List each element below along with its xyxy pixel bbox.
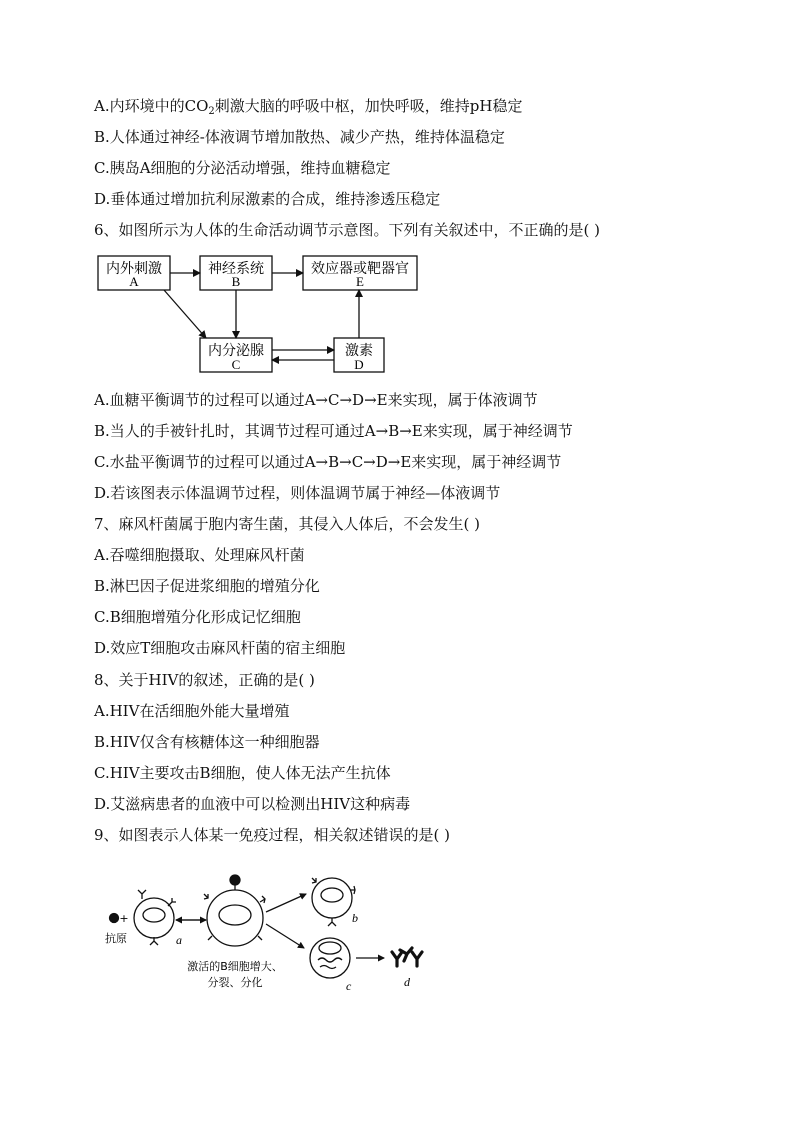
letter-c: c	[346, 979, 352, 993]
q8-option-a: A.HIV在活细胞外能大量增殖	[94, 702, 290, 720]
q7-stem: 7、麻风杆菌属于胞内寄生菌，其侵入人体后，不会发生( )	[94, 515, 481, 533]
q7-option-b: B.淋巴因子促进浆细胞的增殖分化	[94, 577, 320, 595]
q8-option-d: D.艾滋病患者的血液中可以检测出HIV这种病毒	[94, 795, 411, 813]
cell-c	[310, 938, 350, 978]
q6-option-c: C.水盐平衡调节的过程可以通过A→B→C→D→E来实现，属于神经调节	[94, 453, 562, 471]
q7-option-d: D.效应T细胞攻击麻风杆菌的宿主细胞	[94, 639, 346, 657]
q5-option-d: D.垂体通过增加抗利尿激素的合成，维持渗透压稳定	[94, 190, 441, 208]
cell-b	[312, 878, 352, 918]
cell-b-nucleus	[321, 888, 343, 902]
letter-d: D	[354, 357, 364, 372]
cell-a-receptor-top	[138, 890, 146, 899]
q8-option-c: C.HIV主要攻击B细胞，使人体无法产生抗体	[94, 764, 391, 782]
letter-d: d	[404, 975, 410, 989]
antibodies	[392, 948, 422, 966]
cell-b-receptor-bottom	[328, 918, 336, 926]
q5-option-a-text: A.内环境中的CO	[94, 97, 209, 115]
q6-option-a: A.血糖平衡调节的过程可以通过A→C→D→E来实现，属于体液调节	[94, 391, 538, 409]
caption-line-1: 激活的B细胞增大、	[187, 960, 283, 973]
q8-stem: 8、关于HIV的叙述，正确的是( )	[94, 671, 315, 689]
cell-a-receptor-right	[168, 898, 176, 906]
letter-b: b	[352, 911, 358, 925]
antibody-3	[412, 952, 422, 966]
q7-option-a: A.吞噬细胞摄取、处理麻风杆菌	[94, 546, 305, 564]
big-cell-receptor-right	[260, 896, 265, 903]
q7-option-c: C.B细胞增殖分化形成记忆细胞	[94, 608, 301, 626]
big-cell-receptor-lower-right	[258, 936, 262, 940]
antigen-dot	[110, 914, 119, 923]
antibody-1	[392, 952, 402, 966]
cell-a	[134, 898, 174, 938]
q8-option-b: B.HIV仅含有核糖体这一种细胞器	[94, 733, 320, 751]
cell-b-receptor-top-left	[312, 878, 316, 883]
q9-stem: 9、如图表示人体某一免疫过程，相关叙述错误的是( )	[94, 826, 451, 844]
caption-line-2: 分裂、分化	[207, 976, 263, 989]
cell-c-nucleus	[319, 942, 341, 954]
plus-sign: +	[119, 912, 129, 925]
big-cell-receptor-left	[204, 894, 208, 899]
immune-process-diagram	[100, 868, 440, 998]
activated-b-cell-nucleus	[219, 905, 251, 925]
label-hormone: 激素	[345, 343, 373, 359]
arrow-to-cell-c	[266, 924, 304, 948]
antigen-label: 抗原	[105, 932, 127, 945]
co2-subscript: 2	[208, 106, 215, 117]
label-effector: 效应器或靶器官	[311, 261, 409, 277]
label-stimulus: 内外刺激	[106, 261, 162, 277]
q5-option-c: C.胰岛A细胞的分泌活动增强，维持血糖稳定	[94, 159, 391, 177]
q6-stem: 6、如图所示为人体的生命活动调节示意图。下列有关叙述中，不正确的是( )	[94, 221, 601, 239]
regulation-diagram	[94, 252, 424, 378]
cell-a-nucleus	[143, 908, 165, 922]
arrow-to-cell-b	[266, 894, 306, 912]
label-nervous-system: 神经系统	[208, 261, 264, 277]
letter-e: E	[356, 274, 364, 289]
letter-a: A	[129, 274, 139, 289]
q5-option-a-rest: 刺激大脑的呼吸中枢，加快呼吸，维持pH稳定	[214, 97, 523, 115]
letter-c: C	[231, 357, 241, 372]
big-cell-receptor-lower-left	[208, 936, 212, 940]
label-endocrine-gland: 内分泌腺	[208, 343, 264, 359]
q6-option-d: D.若该图表示体温调节过程，则体温调节属于神经—体液调节	[94, 484, 501, 502]
arrow-a-to-c	[164, 290, 206, 338]
cell-c-er	[318, 958, 342, 969]
q5-option-b: B.人体通过神经-体液调节增加散热、减少产热，维持体温稳定	[94, 128, 505, 146]
activated-b-cell	[207, 890, 263, 946]
q5-option-a	[94, 96, 522, 116]
q6-option-b: B.当人的手被针扎时，其调节过程可通过A→B→E来实现，属于神经调节	[94, 422, 573, 440]
antigen-bound-dot	[230, 875, 240, 885]
letter-a: a	[176, 933, 182, 947]
letter-b: B	[231, 274, 241, 289]
